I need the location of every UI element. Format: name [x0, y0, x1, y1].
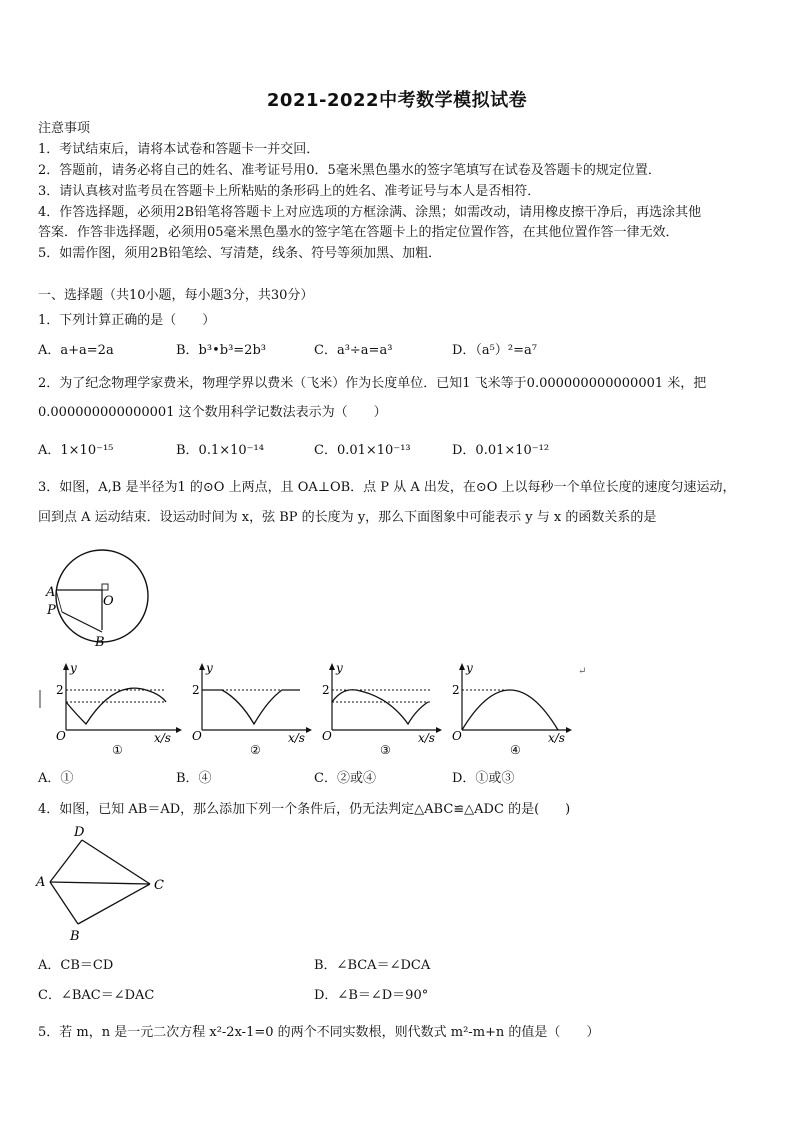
q3-option-a: A．① — [38, 771, 74, 786]
x-axis-arrow — [566, 727, 572, 733]
q3-graph-1 — [36, 660, 186, 760]
y-axis-arrow — [329, 663, 335, 670]
segment-bc — [78, 884, 150, 924]
page-title: 2021-2022中考数学模拟试卷 — [266, 90, 528, 111]
q3-option-b: B．④ — [176, 771, 212, 786]
q3-circle-figure — [40, 548, 170, 648]
label-d: D — [74, 825, 85, 840]
curve — [66, 688, 166, 724]
q4-option-a: A．CB＝CD — [38, 958, 114, 973]
q1-option-a: A．a+a=2a — [38, 343, 114, 358]
q3-graph-4 — [446, 660, 596, 760]
q1-option-c: C．a³÷a=a³ — [314, 343, 393, 358]
return-mark-icon: ↵ — [578, 666, 587, 677]
label-a: A — [36, 875, 46, 890]
q2-option-c: C．0.01×10⁻¹³ — [314, 443, 411, 458]
q3-option-d: D．①或③ — [452, 771, 515, 786]
q3-stem-line2: 回到点 A 运动结束．设运动时间为 x，弦 BP 的长度为 y，那么下面图象中可能表示 y 与 x 的函数关系的是 — [38, 510, 657, 525]
q1-option-b: B．b³•b³=2b³ — [176, 343, 266, 358]
q3-stem-line1: 3．如图，A,B 是半径为1 的⊙O 上两点，且 OA⊥OB．点 P 从 A 出发，在⊙O 上以每秒一个单位长度的速度匀速运动， — [38, 480, 736, 495]
q3-graph-3 — [316, 660, 446, 760]
y-axis-arrow — [199, 663, 205, 670]
graph-caption: ④ — [510, 743, 521, 757]
y-axis-arrow — [459, 663, 465, 670]
q3-graph-2 — [186, 660, 316, 760]
x-axis-arrow — [176, 727, 182, 733]
q2-option-b: B．0.1×10⁻¹⁴ — [176, 443, 264, 458]
q4-stem: 4．如图，已知 AB＝AD，那么添加下列一个条件后，仍无法判定△ABC≌△ADC 的是( ) — [38, 802, 571, 817]
label-p: P — [47, 603, 56, 618]
q3-option-c: C．②或④ — [314, 771, 376, 786]
label-a: A — [46, 585, 56, 600]
q2-stem-line1: 2．为了纪念物理学家费米，物理学界以费米（飞米）作为长度单位．已知1 飞米等于0.000000000000001 米，把 — [38, 376, 707, 391]
notice-heading: 注意事项 — [38, 121, 91, 136]
q2-stem-line2: 0.000000000000001 这个数用科学记数法表示为（ ） — [38, 405, 387, 420]
tick-2: 2 — [56, 683, 64, 697]
graph-caption: ① — [112, 743, 123, 757]
q4-option-c: C．∠BAC＝∠DAC — [38, 988, 155, 1003]
q4-option-b: B．∠BCA＝∠DCA — [314, 958, 431, 973]
curve — [332, 690, 428, 724]
q4-kite-figure — [34, 824, 174, 946]
notice-item: 3．请认真核对监考员在答题卡上所粘贴的条形码上的姓名、准考证号与本人是否相符． — [38, 184, 541, 199]
notice-item: 5．如需作图，须用2B铅笔绘、写清楚，线条、符号等须加黑、加粗． — [38, 246, 442, 261]
segment-ad — [50, 840, 82, 882]
segment-ac — [50, 882, 150, 884]
y-label: y — [466, 661, 473, 675]
segment-dc — [82, 840, 150, 884]
label-c: C — [154, 878, 164, 893]
segment-ab — [50, 882, 78, 924]
y-label: y — [70, 661, 77, 675]
tick-2: 2 — [452, 683, 460, 697]
q1-stem: 1．下列计算正确的是（ ） — [38, 313, 216, 328]
x-label: x/s — [548, 731, 565, 745]
x-label: x/s — [154, 731, 171, 745]
q2-option-d: D．0.01×10⁻¹² — [452, 443, 550, 458]
graph-caption: ② — [250, 743, 261, 757]
origin-label: O — [452, 729, 462, 743]
notice-item: 1．考试结束后，请将本试卷和答题卡一并交回． — [38, 142, 320, 157]
y-label: y — [206, 661, 213, 675]
label-o: O — [103, 594, 114, 609]
q5-stem: 5．若 m，n 是一元二次方程 x²-2x-1=0 的两个不同实数根，则代数式 m²-m+n 的值是（ ） — [38, 1025, 600, 1040]
q4-option-d: D．∠B＝∠D＝90° — [314, 988, 429, 1003]
tick-2: 2 — [322, 683, 330, 697]
x-label: x/s — [418, 731, 435, 745]
notice-item: 4．作答选择题，必须用2B铅笔将答题卡上对应选项的方框涂满、涂黑；如需改动，请用橡皮擦干净后，再选涂其他 — [38, 205, 702, 220]
x-axis-arrow — [306, 727, 312, 733]
origin-label: O — [56, 729, 66, 743]
chord-bp — [62, 612, 102, 632]
origin-label: O — [322, 729, 332, 743]
q1-option-d: D．（a⁵）²=a⁷ — [452, 343, 537, 358]
x-axis-arrow — [436, 727, 442, 733]
right-angle-mark — [102, 584, 108, 590]
tick-2: 2 — [192, 683, 200, 697]
notice-item: 2．答题前，请务必将自己的姓名、准考证号用0．5毫米黑色墨水的签字笔填写在试卷及答题卡的规定位置． — [38, 163, 661, 178]
label-b: B — [70, 929, 80, 944]
label-b: B — [95, 635, 105, 648]
notice-item: 答案．作答非选择题，必须用05毫米黑色墨水的签字笔在答题卡上的指定位置作答，在其他位置作答一律无效． — [38, 225, 679, 240]
curve — [462, 690, 558, 730]
y-axis-arrow — [63, 663, 69, 670]
q2-option-a: A．1×10⁻¹⁵ — [38, 443, 114, 458]
graph-caption: ③ — [380, 743, 391, 757]
section-heading: 一、选择题（共10小题，每小题3分，共30分） — [38, 288, 314, 303]
y-label: y — [336, 661, 343, 675]
curve — [202, 690, 300, 724]
x-label: x/s — [288, 731, 305, 745]
origin-label: O — [192, 729, 202, 743]
